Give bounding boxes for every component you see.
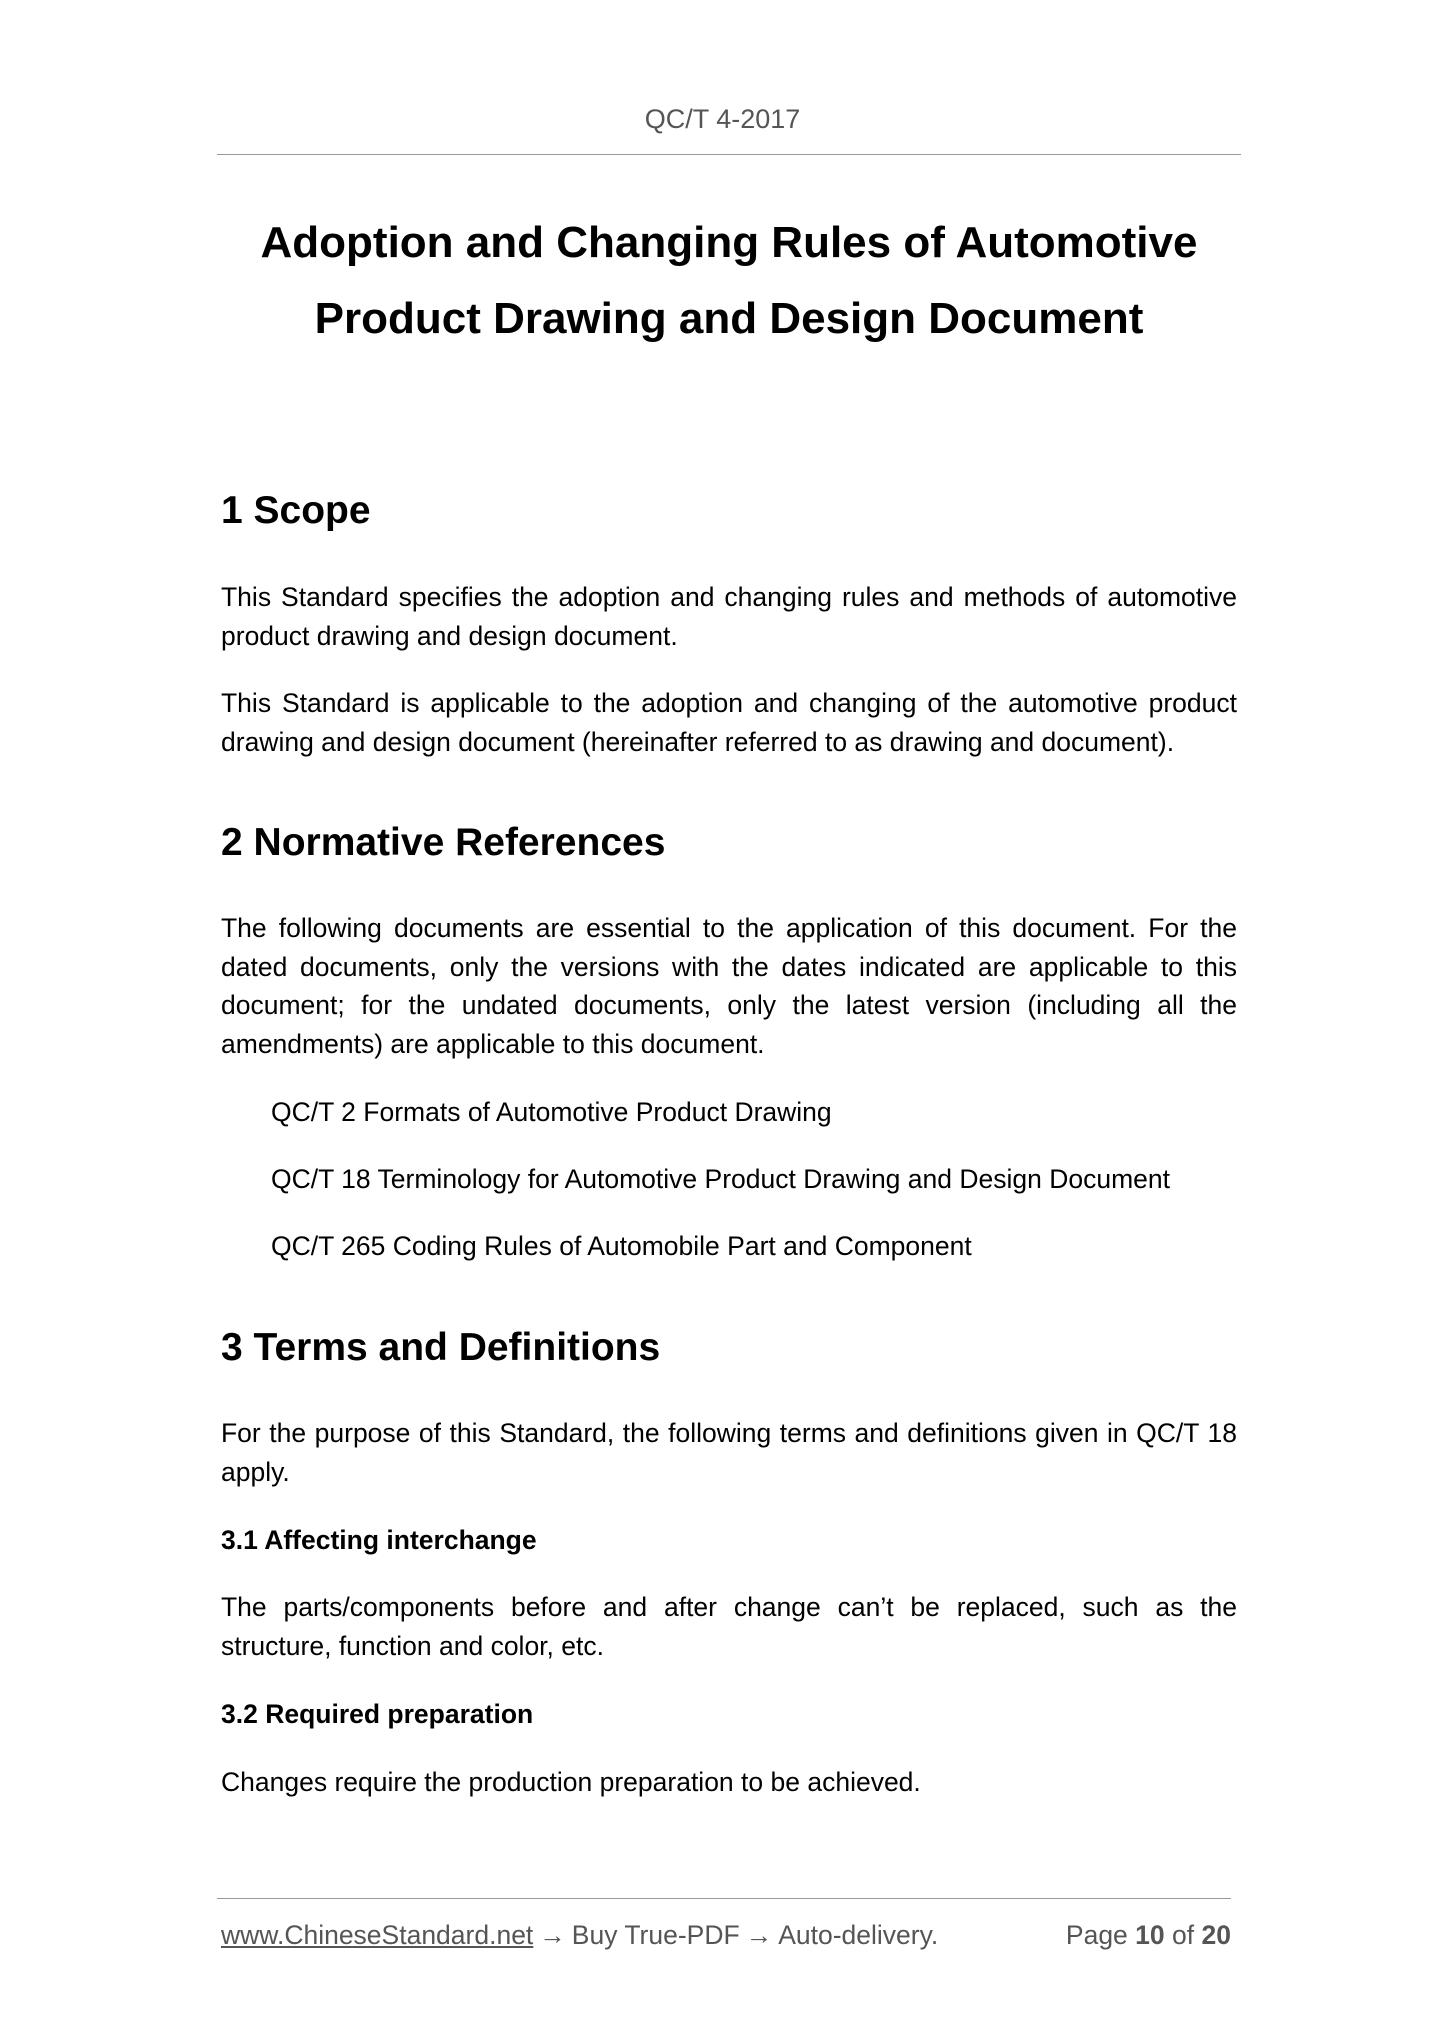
website-link[interactable]: www.ChineseStandard.net [221, 1920, 534, 1950]
footer-promo [221, 1918, 938, 1952]
reference-item: QC/T 2 Formats of Automotive Product Drawing [271, 1097, 832, 1127]
section-heading-normative-references: 2 Normative References [221, 821, 666, 864]
arrow-right-icon: → [539, 1920, 566, 1950]
section-heading-terms-and-definitions: 3 Terms and Definitions [221, 1326, 661, 1369]
total-pages: 20 [1201, 1920, 1231, 1950]
term-definition-affecting-interchange: The parts/components before and after change can’t be replaced, such as the structure, function and color, etc. [221, 1592, 1237, 1661]
buy-pdf-text: Buy True-PDF [571, 1920, 740, 1950]
footer-divider [217, 1898, 1231, 1899]
document-title-line-2: Product Drawing and Design Document [314, 294, 1144, 343]
terms-paragraph: For the purpose of this Standard, the following terms and definitions given in QC/T 18 apply. [221, 1418, 1237, 1487]
page-number [1066, 1918, 1231, 1952]
reference-item: QC/T 18 Terminology for Automotive Product Drawing and Design Document [271, 1164, 1170, 1194]
header-divider [217, 154, 1241, 155]
reference-item: QC/T 265 Coding Rules of Automobile Part and Component [271, 1231, 972, 1261]
page-footer [221, 1918, 1231, 1952]
running-header: QC/T 4-2017 [644, 104, 801, 134]
scope-paragraph-1: This Standard specifies the adoption and changing rules and methods of automotive product drawing and design document. [221, 582, 1237, 651]
current-page: 10 [1135, 1920, 1165, 1950]
term-heading-required-preparation: 3.2 Required preparation [221, 1699, 534, 1729]
document-title [217, 205, 1241, 357]
auto-delivery-text: Auto-delivery. [778, 1920, 939, 1950]
arrow-right-icon: → [745, 1920, 773, 1950]
document-title-line-1: Adoption and Changing Rules of Automotive [260, 218, 1198, 267]
of-label: of [1172, 1920, 1195, 1950]
scope-paragraph-2: This Standard is applicable to the adoption and changing of the automotive product drawing and design document (hereinafter referred to as drawing and document). [221, 688, 1237, 757]
term-heading-affecting-interchange: 3.1 Affecting interchange [221, 1525, 537, 1555]
normative-references-paragraph: The following documents are essential to the application of this document. For the dated documents, only the versions with the dates indicated are applicable to this document; for the undated documents, only the latest version (including all the amendments) are applicable to this document. [221, 913, 1237, 1059]
term-definition-required-preparation: Changes require the production preparation to be achieved. [221, 1767, 921, 1797]
section-heading-scope: 1 Scope [221, 489, 371, 532]
page-label: Page [1065, 1920, 1128, 1950]
